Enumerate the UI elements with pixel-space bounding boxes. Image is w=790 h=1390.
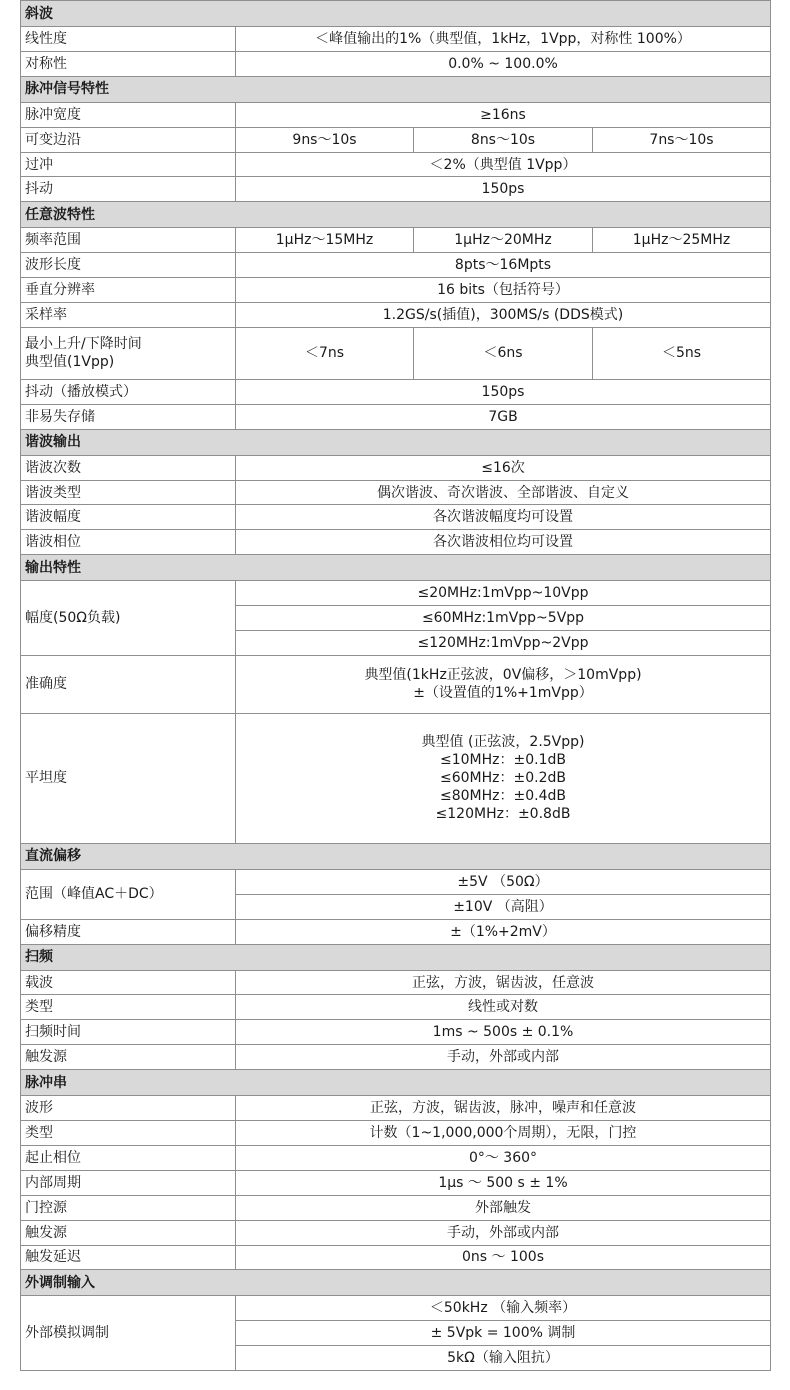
spec-row [21,327,771,379]
spec-row [21,127,771,152]
spec-value-model-1: 1μHz～15MHz [236,228,414,253]
section-title: 外调制输入 [21,1270,771,1296]
spec-row [21,1096,771,1121]
spec-label: 幅度(50Ω负载) [21,581,236,656]
spec-value-line: ≤120MHz：±0.8dB [435,806,571,823]
spec-value: 手动，外部或内部 [236,1220,771,1245]
section-header-row [21,944,771,970]
spec-label-line: 典型值(1Vpp) [25,354,115,371]
spec-label: 非易失存储 [21,404,236,429]
section-header-row [21,555,771,581]
section-title: 输出特性 [21,555,771,581]
spec-row [21,404,771,429]
spec-value-model-1: 9ns～10s [236,127,414,152]
spec-value-model-3: 1μHz～25MHz [593,228,771,253]
spec-row [21,152,771,177]
spec-table [20,0,771,1371]
spec-row [21,27,771,52]
spec-value: 7GB [236,404,771,429]
spec-row [21,379,771,404]
spec-label: 触发源 [21,1045,236,1070]
spec-row [21,1145,771,1170]
spec-row [21,480,771,505]
spec-value: 1ms ~ 500s ± 0.1% [236,1020,771,1045]
spec-label: 类型 [21,995,236,1020]
spec-label: 谐波幅度 [21,505,236,530]
spec-value-line: ±（设置值的1%+1mVpp） [413,685,593,702]
spec-label: 抖动 [21,177,236,202]
spec-value-model-2: 8ns～10s [414,127,593,152]
spec-value: 0.0% ~ 100.0% [236,51,771,76]
spec-label: 准确度 [21,655,236,713]
spec-value: ≤16次 [236,455,771,480]
spec-value: 0ns ～ 100s [236,1245,771,1270]
spec-label: 可变边沿 [21,127,236,152]
spec-label: 外部模拟调制 [21,1296,236,1371]
spec-row [21,530,771,555]
spec-value: 0°～ 360° [236,1145,771,1170]
section-header-row [21,843,771,869]
spec-row [21,581,771,606]
spec-value-model-3: ＜5ns [593,327,771,379]
spec-value: 1.2GS/s(插值)，300MS/s (DDS模式) [236,303,771,328]
section-title: 斜波 [21,1,771,27]
spec-value-model-3: 7ns～10s [593,127,771,152]
spec-label: 谐波相位 [21,530,236,555]
spec-row [21,253,771,278]
spec-row [21,177,771,202]
section-header-row [21,1,771,27]
spec-value-line: 典型值 (正弦波，2.5Vpp) [421,734,585,751]
spec-value-line: ≤80MHz：±0.4dB [440,788,566,805]
spec-value-multiline [236,655,771,713]
spec-label: 平坦度 [21,713,236,843]
spec-row [21,505,771,530]
spec-value-line: 典型值(1kHz正弦波，0V偏移，＞10mVpp) [364,667,642,684]
spec-label: 偏移精度 [21,919,236,944]
section-title: 扫频 [21,944,771,970]
spec-label: 触发延迟 [21,1245,236,1270]
spec-label: 门控源 [21,1195,236,1220]
spec-row [21,1020,771,1045]
spec-value-multiline [236,713,771,843]
spec-value: 外部触发 [236,1195,771,1220]
section-title: 直流偏移 [21,843,771,869]
spec-value: 1μs ～ 500 s ± 1% [236,1170,771,1195]
spec-row [21,995,771,1020]
spec-row [21,655,771,713]
spec-value: ＜峰值输出的1%（典型值，1kHz，1Vpp，对称性 100%） [236,27,771,52]
spec-label: 波形长度 [21,253,236,278]
spec-label: 频率范围 [21,228,236,253]
spec-row [21,303,771,328]
spec-label: 脉冲宽度 [21,102,236,127]
spec-row [21,455,771,480]
spec-row [21,278,771,303]
section-header-row [21,1270,771,1296]
spec-value: 5kΩ（输入阻抗） [236,1346,771,1371]
spec-label-multiline [21,327,236,379]
spec-value: ≤60MHz:1mVpp~5Vpp [236,606,771,631]
spec-label: 抖动（播放模式） [21,379,236,404]
spec-value: ≤120MHz:1mVpp~2Vpp [236,631,771,656]
spec-label: 类型 [21,1121,236,1146]
spec-row [21,970,771,995]
spec-value: 正弦，方波，锯齿波，脉冲，噪声和任意波 [236,1096,771,1121]
spec-value: 线性或对数 [236,995,771,1020]
section-title: 任意波特性 [21,202,771,228]
spec-label: 谐波类型 [21,480,236,505]
spec-value: ±5V （50Ω） [236,869,771,894]
spec-row [21,713,771,843]
spec-row [21,228,771,253]
spec-value: 计数（1~1,000,000个周期），无限，门控 [236,1121,771,1146]
spec-value: ±（1%+2mV） [236,919,771,944]
spec-value: 150ps [236,379,771,404]
spec-value: 各次谐波相位均可设置 [236,530,771,555]
spec-label: 触发源 [21,1220,236,1245]
spec-row [21,1245,771,1270]
spec-row [21,1045,771,1070]
spec-label: 内部周期 [21,1170,236,1195]
spec-value-line: ≤60MHz：±0.2dB [440,770,566,787]
spec-value: 16 bits（包括符号） [236,278,771,303]
spec-label: 起止相位 [21,1145,236,1170]
spec-label: 对称性 [21,51,236,76]
section-header-row [21,429,771,455]
spec-row [21,51,771,76]
spec-value: ≤20MHz:1mVpp~10Vpp [236,581,771,606]
spec-value: ±10V （高阻） [236,894,771,919]
spec-row [21,1220,771,1245]
spec-value: 各次谐波幅度均可设置 [236,505,771,530]
spec-value-line: ≤10MHz：±0.1dB [440,752,566,769]
spec-value: ≥16ns [236,102,771,127]
spec-label: 范围（峰值AC＋DC） [21,869,236,919]
spec-value: ＜2%（典型值 1Vpp） [236,152,771,177]
spec-label: 采样率 [21,303,236,328]
spec-row [21,1195,771,1220]
section-header-row [21,202,771,228]
section-header-row [21,76,771,102]
spec-label: 载波 [21,970,236,995]
section-title: 脉冲信号特性 [21,76,771,102]
spec-table-body [21,1,771,1371]
spec-label: 扫频时间 [21,1020,236,1045]
section-header-row [21,1070,771,1096]
spec-value: ± 5Vpk = 100% 调制 [236,1321,771,1346]
spec-row [21,919,771,944]
spec-value: 8pts～16Mpts [236,253,771,278]
spec-value: 150ps [236,177,771,202]
spec-label: 过冲 [21,152,236,177]
spec-value: 偶次谐波、奇次谐波、全部谐波、自定义 [236,480,771,505]
spec-value: ＜50kHz （输入频率） [236,1296,771,1321]
spec-value: 正弦，方波，锯齿波，任意波 [236,970,771,995]
spec-label-line: 最小上升/下降时间 [25,336,142,353]
spec-row [21,1296,771,1321]
spec-label: 垂直分辨率 [21,278,236,303]
spec-label: 谐波次数 [21,455,236,480]
spec-row [21,1170,771,1195]
spec-row [21,1121,771,1146]
spec-value-model-1: ＜7ns [236,327,414,379]
section-title: 谐波输出 [21,429,771,455]
spec-value-model-2: ＜6ns [414,327,593,379]
spec-value: 手动，外部或内部 [236,1045,771,1070]
spec-label: 波形 [21,1096,236,1121]
spec-row [21,869,771,894]
section-title: 脉冲串 [21,1070,771,1096]
spec-row [21,102,771,127]
spec-label: 线性度 [21,27,236,52]
spec-value-model-2: 1μHz～20MHz [414,228,593,253]
